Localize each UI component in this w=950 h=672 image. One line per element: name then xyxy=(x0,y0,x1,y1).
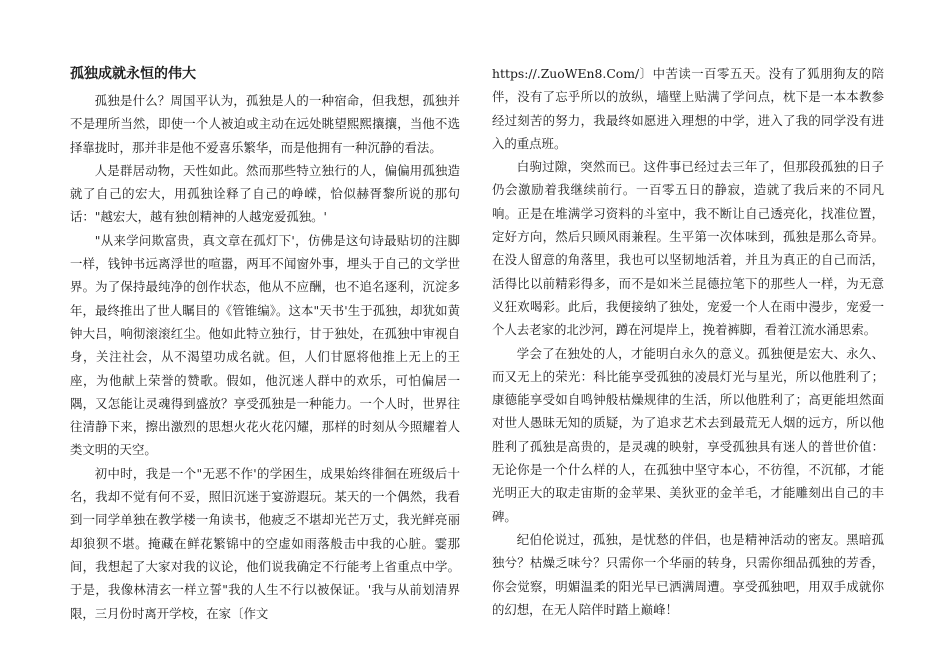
paragraph-huxley: 人是群居动物，天性如此。然而那些特立独行的人，偏偏用孤独造就了自己的宏大，用孤独诠释了自己的峥嵘，恰似赫胥黎所说的那句话："越宏大，越有独创精神的人越宠爱孤独。' xyxy=(70,162,460,225)
left-column xyxy=(70,62,460,625)
paragraph-junior-high: 初中时，我是一个"无恶不作'的学困生，成果始终徘徊在班级后十名，我却不觉有何不妥，照旧沉迷于宴游遐玩。某天的一个偶然，我看到一同学单独在教学楼一角读书，他疲乏不堪却光芒万丈，我光鲜亮丽却狼狈不堪。掩藏在鲜花繁锦中的空虚如雨落般击中我的心脏。霎那间，我想起了大家对我的议论，他们说我确定不行能考上省重点中学。于是，我像林清玄一样立誓"我的人生不行以被保证。'我与从前划清界限，三月份时离开学校，在家〔作文 xyxy=(70,465,460,621)
paragraph-conclusion: 纪伯伦说过，孤独，是忧愁的伴侣，也是精神活动的密友。黑暗孤独兮？枯燥乏味兮？只需你一个华丽的转身，只需你细品孤独的芳香，你会觉察，明媚温柔的阳光早已洒满周遭。享受孤独吧，用双手成就你的幻想，在无人陪伴时踏上巅峰！ xyxy=(492,531,884,617)
paragraph-three-years: 白驹过隙，突然而已。这件事已经过去三年了，但那段孤独的日子仍会激励着我继续前行。一百零五日的静寂，造就了我后来的不同凡响。正是在堆满学习资料的斗室中，我不断让自己透亮化，找准位置，定好方向，然后只顾风雨兼程。生平第一次体味到，孤独是那么奇异。在没人留意的角落里，我也可以坚韧地活着，并且为真正的自己而活，活得比以前精彩得多，而不是如米兰昆德拉笔下的那些人一样，为无意义狂欢喝彩。此后，我便接纳了独处，宠爱一个人在雨中漫步，宠爱一个人去老家的北沙河，蹲在河堤岸上，挽着裤脚，看着江流水涌思索。 xyxy=(492,159,884,338)
right-column xyxy=(492,62,884,621)
paragraph-intro: 孤独是什么？周国平认为，孤独是人的一种宿命，但我想，孤独并不是理所当然，即使一个人被迫或主动在远处眺望熙熙攘攘，当他不选择靠拢时，那并非是他不爱喜乐繁华，而是他拥有一种沉静的看法。 xyxy=(70,93,460,155)
paragraph-continued: https://.ZuoWEn8.Com/〕中苦读一百零五天。没有了狐朋狗友的陪伴，没有了忘乎所以的放纵，墙壁上贴满了学问点，枕下是一本本教参经过刻苦的努力，我最终如愿进入理想的中学，进入了我的同学没有进入的重点班。 xyxy=(492,66,884,151)
paragraph-examples: 学会了在独处的人，才能明白永久的意义。孤独便是宏大、永久、而又无上的荣光：科比能享受孤独的凌晨灯光与星光，所以他胜利了；康德能享受如自鸣钟般枯燥规律的生活，所以他胜利了；高更能坦然面对世人愚昧无知的质疑，为了追求艺术去到最荒无人烟的远方，所以他胜利了孤独是高贵的，是灵魂的映射，享受孤独具有迷人的普世价值：无论你是一个什么样的人，在孤独中坚守本心，不彷徨，不沉郁，才能光明正大的取走宙斯的金苹果、美狄亚的金羊毛，才能雕刻出自己的丰碑。 xyxy=(492,345,884,524)
paragraph-qian-zhongshu: "从来学问欺富贵，真文章在孤灯下'，仿佛是这句诗最贴切的注脚一样，钱钟书远离浮世的喧嚣，两耳不闻窗外事，埋头于自己的文学世界。为了保持最纯净的创作状态，他从不应酬，也不追名逐利，沉淀多年，最终推出了世人瞩目的《管锥编》。这本"天书'生于孤独，却犹如黄钟大吕，响彻滚滚红尘。他如此特立独行，甘于独处，在孤独中审视自身，关注社会，从不渴望功成名就。但，人们甘愿将他推上无上的王座，为他献上荣誉的赞歌。假如，他沉迷人群中的欢乐，可怕偏居一隅，又怎能让灵魂得到盛放？享受孤独是一种能力。一个人时，世界往往清静下来，擦出激烈的思想火花火花闪耀，那样的时刻从今照耀着人类文明的天空。 xyxy=(70,232,460,458)
article-title: 孤独成就永恒的伟大 xyxy=(70,66,196,82)
